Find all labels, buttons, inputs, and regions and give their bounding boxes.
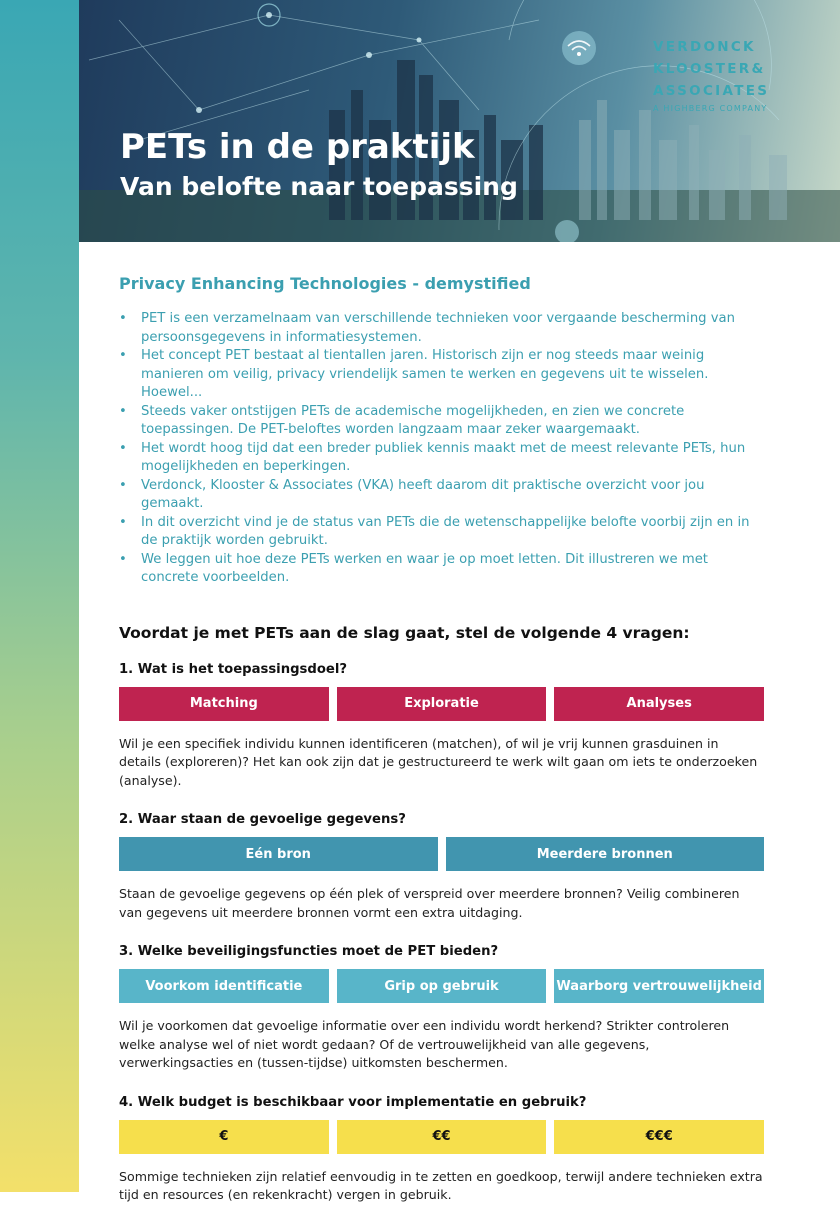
intro-bullet-list: [119, 310, 764, 588]
intro-bullet: • Verdonck, Klooster & Associates (VKA) heeft daarom dit praktische overzicht voor jou gemaakt.: [119, 477, 764, 514]
option-row: [119, 687, 764, 721]
intro-bullet: • PET is een verzamelnaam van verschillende technieken voor vergaande bescherming van persoonsgegevens in informatiesystemen.: [119, 310, 764, 347]
option-matching: Matching: [119, 687, 329, 721]
main-content: [119, 270, 764, 1227]
question-title: 4. Welk budget is beschikbaar voor implementatie en gebruik?: [119, 1094, 587, 1110]
question-3: [119, 944, 764, 1073]
page-subtitle: Van belofte naar toepassing: [120, 172, 518, 201]
question-4: [119, 1095, 764, 1205]
question-description: Sommige technieken zijn relatief eenvoudig in te zetten en goedkoop, terwijl andere technieken extra tijd en resources (en rekenkracht) vergen in gebruik.: [119, 1168, 763, 1202]
option-row: [119, 969, 764, 1003]
intro-bullet: • We leggen uit hoe deze PETs werken en waar je op moet letten. Dit illustreren we met concrete voorbeelden.: [119, 551, 764, 588]
intro-bullet: • Het concept PET bestaat al tientallen jaren. Historisch zijn er nog steeds maar weinig manieren om veilig, privacy vriendelijk samen te werken en gegevens uit te wisselen. Hoewel...: [119, 347, 764, 403]
question-title: 1. Wat is het toepassingsdoel?: [119, 661, 347, 677]
question-1: [119, 662, 764, 791]
intro-bullet: • Het wordt hoog tijd dat een breder publiek kennis maakt met de meest relevante PETs, hun mogelijkheden en beperkingen.: [119, 440, 764, 477]
logo-line-2-text: KLOOSTER: [653, 61, 752, 77]
option-row: [119, 1120, 764, 1154]
question-description: Wil je voorkomen dat gevoelige informatie over een individu wordt herkend? Strikter controleren welke analyse wel of niet wordt gedaan? Of de vertrouwelijkheid van alle gegevens, verwerkingsacties en (tussen-tijdse) uitkomsten beschermen.: [119, 1018, 730, 1070]
option-analyses: Analyses: [554, 687, 764, 721]
question-description: Staan de gevoelige gegevens op één plek of verspreid over meerdere bronnen? Veilig combineren van gegevens uit meerdere bronnen vormt een extra uitdaging.: [119, 886, 740, 920]
question-title: 2. Waar staan de gevoelige gegevens?: [119, 812, 406, 827]
option-budget-medium: €€: [337, 1120, 547, 1154]
option-een-bron: Eén bron: [119, 837, 438, 871]
intro-bullet: • Steeds vaker ontstijgen PETs de academische mogelijkheden, en zien we concrete toepassingen. De PET-beloftes worden langzaam maar zeker waargemaakt.: [119, 403, 764, 440]
option-grip-op-gebruik: Grip op gebruik: [337, 969, 547, 1003]
logo-ampersand: &: [751, 61, 764, 77]
hero-banner: [79, 0, 840, 242]
logo-tagline: A HIGHBERG COMPANY: [653, 104, 768, 113]
question-title: 3. Welke beveiligingsfuncties moet de PET bieden?: [119, 944, 499, 959]
logo-line-1: VERDONCK: [653, 39, 756, 55]
sidebar-gradient: [0, 0, 79, 1192]
logo-line-3: ASSOCIATES: [653, 83, 770, 99]
option-waarborg-vertrouwelijkheid: Waarborg vertrouwelijkheid: [554, 969, 764, 1003]
intro-heading: Privacy Enhancing Technologies - demystified: [119, 274, 531, 293]
page-title: PETs in de praktijk: [120, 127, 475, 167]
intro-bullet: • In dit overzicht vind je de status van PETs die de wetenschappelijke belofte voorbij zijn en in de praktijk worden gebruikt.: [119, 514, 764, 551]
option-voorkom-identificatie: Voorkom identificatie: [119, 969, 329, 1003]
logo-line-2: [653, 58, 769, 80]
question-description: Wil je een specifiek individu kunnen identificeren (matchen), of wil je vrij kunnen grasduinen in details (exploreren)? Het kan ook zijn dat je gestructureerd te werk wilt gaan om iets te onderzoeken (analyse).: [119, 735, 758, 788]
option-meerdere-bronnen: Meerdere bronnen: [446, 837, 765, 871]
option-budget-high: €€€: [554, 1120, 764, 1154]
questions-heading: Voordat je met PETs aan de slag gaat, stel de volgende 4 vragen:: [119, 623, 690, 642]
question-2: [119, 812, 764, 922]
option-budget-low: €: [119, 1120, 329, 1154]
option-row: [119, 837, 764, 871]
option-exploratie: Exploratie: [337, 687, 547, 721]
company-logo: [653, 36, 769, 113]
